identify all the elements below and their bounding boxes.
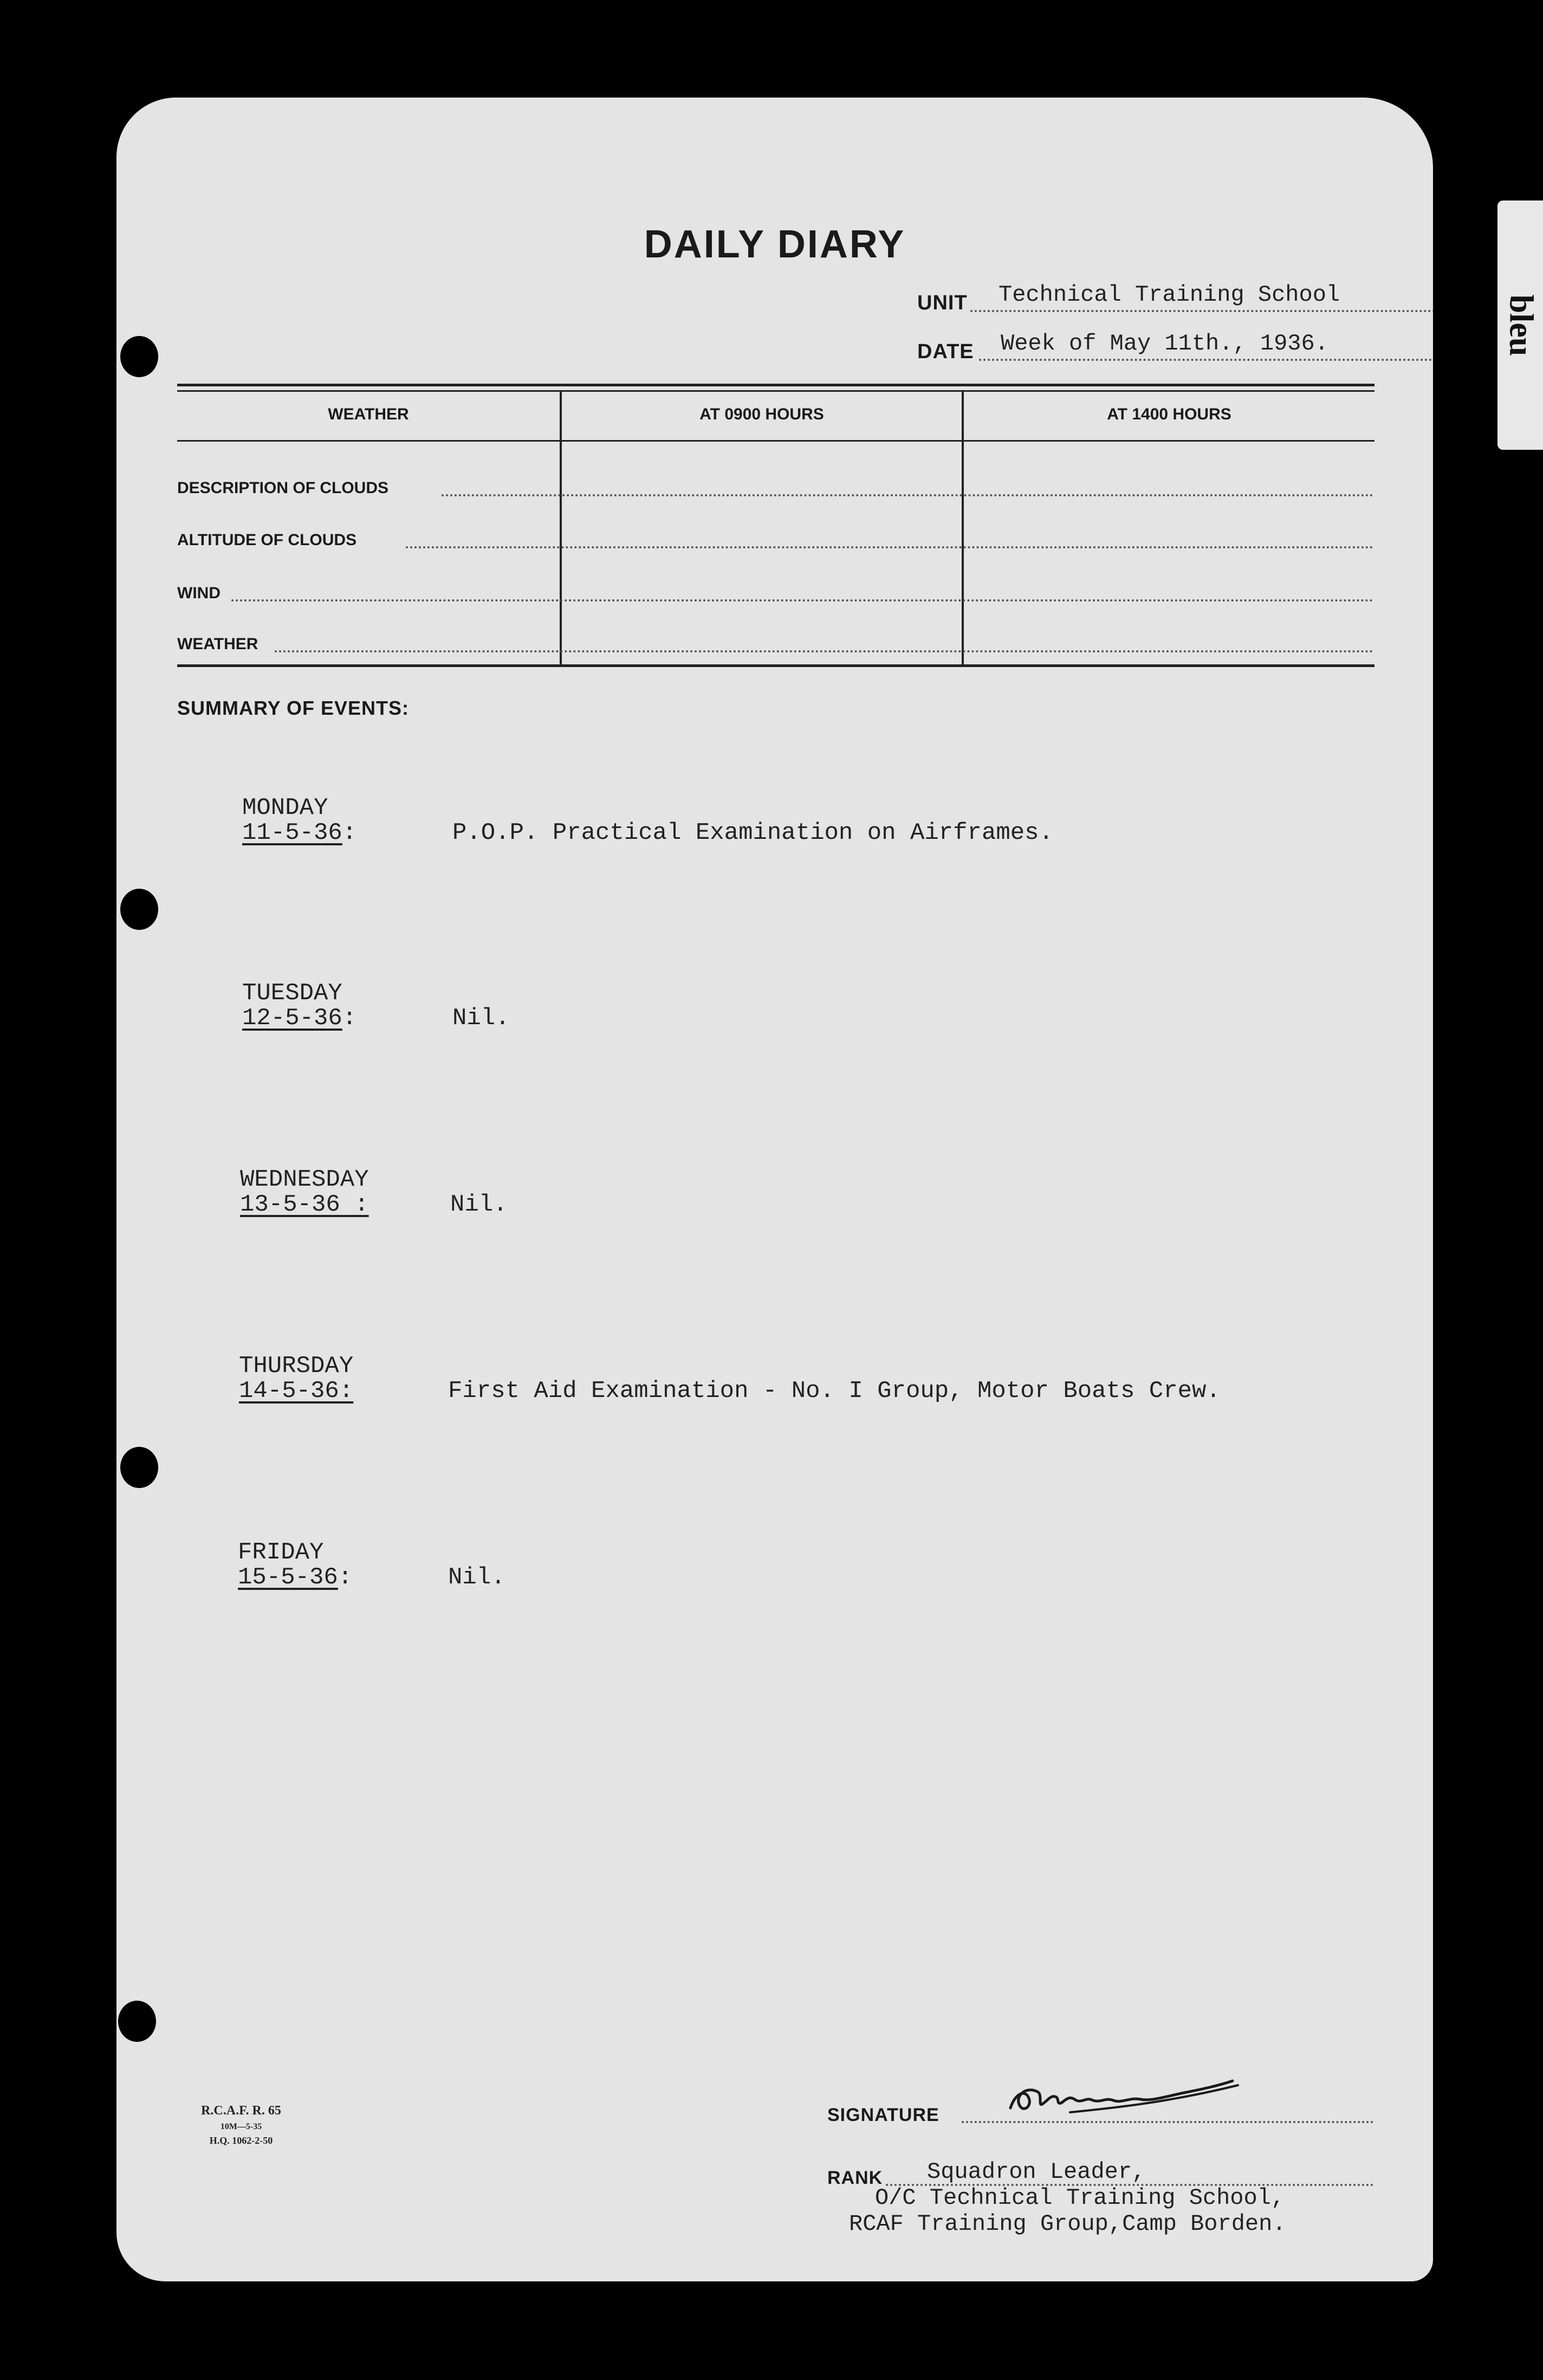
- table-header-rule: [177, 440, 1375, 442]
- row-line-description: [442, 494, 1373, 496]
- rank-label: RANK: [827, 2168, 883, 2188]
- event-date-sep: :: [342, 1005, 357, 1032]
- event-text: Nil.: [448, 1564, 505, 1591]
- event-date-wrap: [240, 1191, 369, 1218]
- event-date-wrap: [239, 1377, 353, 1405]
- col-header-1400: AT 1400 HOURS: [1107, 405, 1231, 423]
- event-text: Nil.: [450, 1191, 508, 1218]
- row-label-altitude-of-clouds: ALTITUDE OF CLOUDS: [177, 531, 357, 549]
- event-date: 15-5-36: [238, 1564, 338, 1591]
- row-label-description-of-clouds: DESCRIPTION OF CLOUDS: [177, 479, 389, 497]
- event-date-wrap: [242, 1005, 356, 1032]
- event-date-wrap: [238, 1564, 352, 1591]
- event-day: FRIDAY: [238, 1539, 324, 1566]
- event-date-sep: :: [338, 1564, 353, 1591]
- row-line-weather: [275, 650, 1373, 652]
- table-col-divider-2: [962, 390, 964, 664]
- row-line-altitude: [406, 546, 1373, 548]
- row-line-wind: [231, 599, 1373, 602]
- signature-label: SIGNATURE: [827, 2105, 939, 2125]
- punch-hole: [120, 336, 158, 377]
- punch-hole: [120, 1447, 158, 1488]
- table-top-rule-2: [177, 390, 1375, 392]
- event-date-wrap: [242, 819, 356, 846]
- col-header-weather: WEATHER: [328, 405, 409, 423]
- punch-hole: [120, 889, 158, 930]
- event-date: 14-5-36:: [239, 1377, 354, 1405]
- col-header-0900: AT 0900 HOURS: [699, 405, 824, 423]
- table-col-divider-1: [560, 390, 562, 664]
- event-day: WEDNESDAY: [240, 1166, 369, 1193]
- table-bottom-rule: [177, 664, 1375, 667]
- rank-line3: RCAF Training Group,Camp Borden.: [849, 2211, 1286, 2237]
- event-date: 11-5-36: [242, 819, 342, 846]
- unit-label: UNIT: [917, 292, 968, 314]
- event-text: First Aid Examination - No. I Group, Motor Boats Crew.: [448, 1377, 1221, 1405]
- event-day: THURSDAY: [239, 1353, 354, 1380]
- punch-hole: [118, 2001, 156, 2042]
- event-date-sep: :: [342, 819, 357, 846]
- event-day: TUESDAY: [242, 980, 342, 1007]
- rank-line2: O/C Technical Training School,: [875, 2185, 1285, 2211]
- side-tab-label-wrap: [1502, 260, 1540, 390]
- event-date: 12-5-36: [242, 1005, 342, 1032]
- handwritten-signature-icon: [1005, 2070, 1243, 2130]
- rank-value: Squadron Leader,: [927, 2159, 1146, 2185]
- event-date: 13-5-36 :: [240, 1191, 369, 1218]
- form-id-line3: H.Q. 1062-2-50: [209, 2135, 273, 2146]
- date-line: [979, 359, 1433, 361]
- event-day: MONDAY: [242, 794, 328, 822]
- date-value: Week of May 11th., 1936.: [1001, 331, 1328, 357]
- form-id-line1: R.C.A.F. R. 65: [201, 2104, 281, 2118]
- table-top-rule: [177, 384, 1375, 386]
- summary-label: SUMMARY OF EVENTS:: [177, 697, 410, 719]
- diary-page: [116, 98, 1433, 2281]
- form-id-line2: 10M—5-35: [220, 2122, 262, 2131]
- unit-value: Technical Training School: [999, 282, 1340, 308]
- page-title: DAILY DIARY: [644, 223, 906, 266]
- date-label: DATE: [917, 340, 974, 363]
- event-text: Nil.: [452, 1005, 510, 1032]
- side-tab-label: bleu: [1502, 294, 1540, 356]
- row-label-wind: WIND: [177, 584, 221, 602]
- row-label-weather: WEATHER: [177, 635, 258, 653]
- event-text: P.O.P. Practical Examination on Airframes.: [452, 819, 1053, 846]
- unit-line: [970, 310, 1433, 312]
